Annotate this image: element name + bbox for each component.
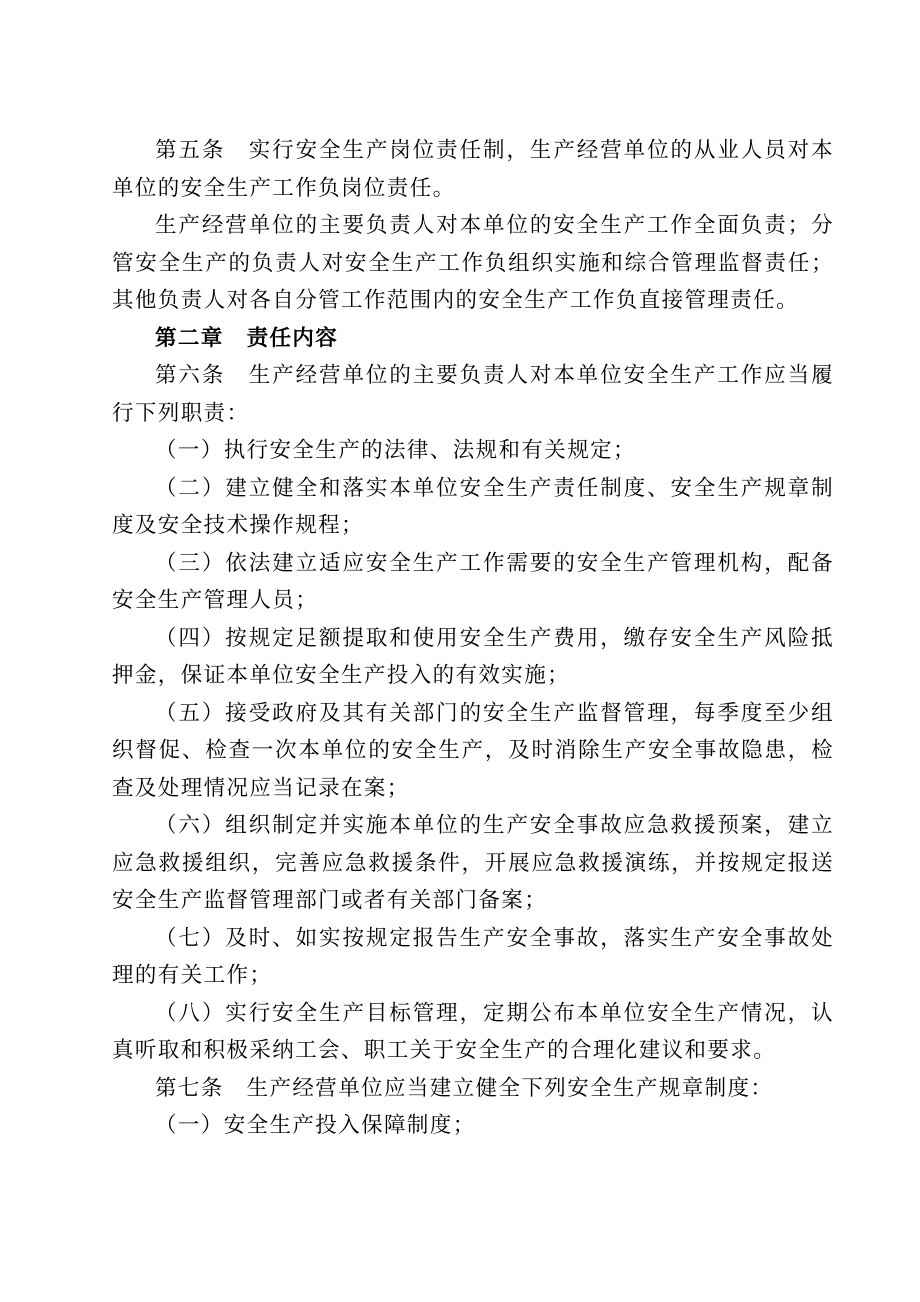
article-5-paragraph: 第五条 实行安全生产岗位责任制，生产经营单位的从业人员对本单位的安全生产工作负岗位责任。 <box>112 138 834 201</box>
list-item-3: （三）依法建立适应安全生产工作需要的安全生产管理机构，配备安全生产管理人员； <box>112 550 834 613</box>
list-item-6: （六）组织制定并实施本单位的生产安全事故应急救援预案，建立应急救援组织，完善应急救援条件，开展应急救援演练，并按规定报送安全生产监督管理部门或者有关部门备案； <box>112 813 834 913</box>
article-7-paragraph: 第七条 生产经营单位应当建立健全下列安全生产规章制度： <box>155 1075 774 1101</box>
document-page <box>112 132 834 1145</box>
article-7-list-item-1: （一）安全生产投入保障制度； <box>155 1113 476 1138</box>
responsibility-paragraph: 生产经营单位的主要负责人对本单位的安全生产工作全面负责；分管安全生产的负责人对安全生产工作负组织实施和综合管理监督责任；其他负责人对各自分管工作范围内的安全生产工作负直接管理责任。 <box>112 213 834 313</box>
list-item-1: （一）执行安全生产的法律、法规和有关规定； <box>155 438 636 463</box>
list-item-7: （七）及时、如实按规定报告生产安全事故，落实生产安全事故处理的有关工作； <box>112 925 834 988</box>
list-item-4: （四）按规定足额提取和使用安全生产费用，缴存安全生产风险抵押金，保证本单位安全生产投入的有效实施； <box>112 625 834 688</box>
list-item-8: （八）实行安全生产目标管理，定期公布本单位安全生产情况，认真听取和积极采纳工会、职工关于安全生产的合理化建议和要求。 <box>112 1000 834 1063</box>
list-item-2: （二）建立健全和落实本单位安全生产责任制度、安全生产规章制度及安全技术操作规程； <box>112 475 834 538</box>
list-item-5: （五）接受政府及其有关部门的安全生产监督管理，每季度至少组织督促、检查一次本单位的安全生产，及时消除生产安全事故隐患，检查及处理情况应当记录在案； <box>112 700 834 801</box>
chapter-2-heading: 第二章 责任内容 <box>155 325 339 351</box>
article-6-paragraph: 第六条 生产经营单位的主要负责人对本单位安全生产工作应当履行下列职责： <box>112 363 834 426</box>
